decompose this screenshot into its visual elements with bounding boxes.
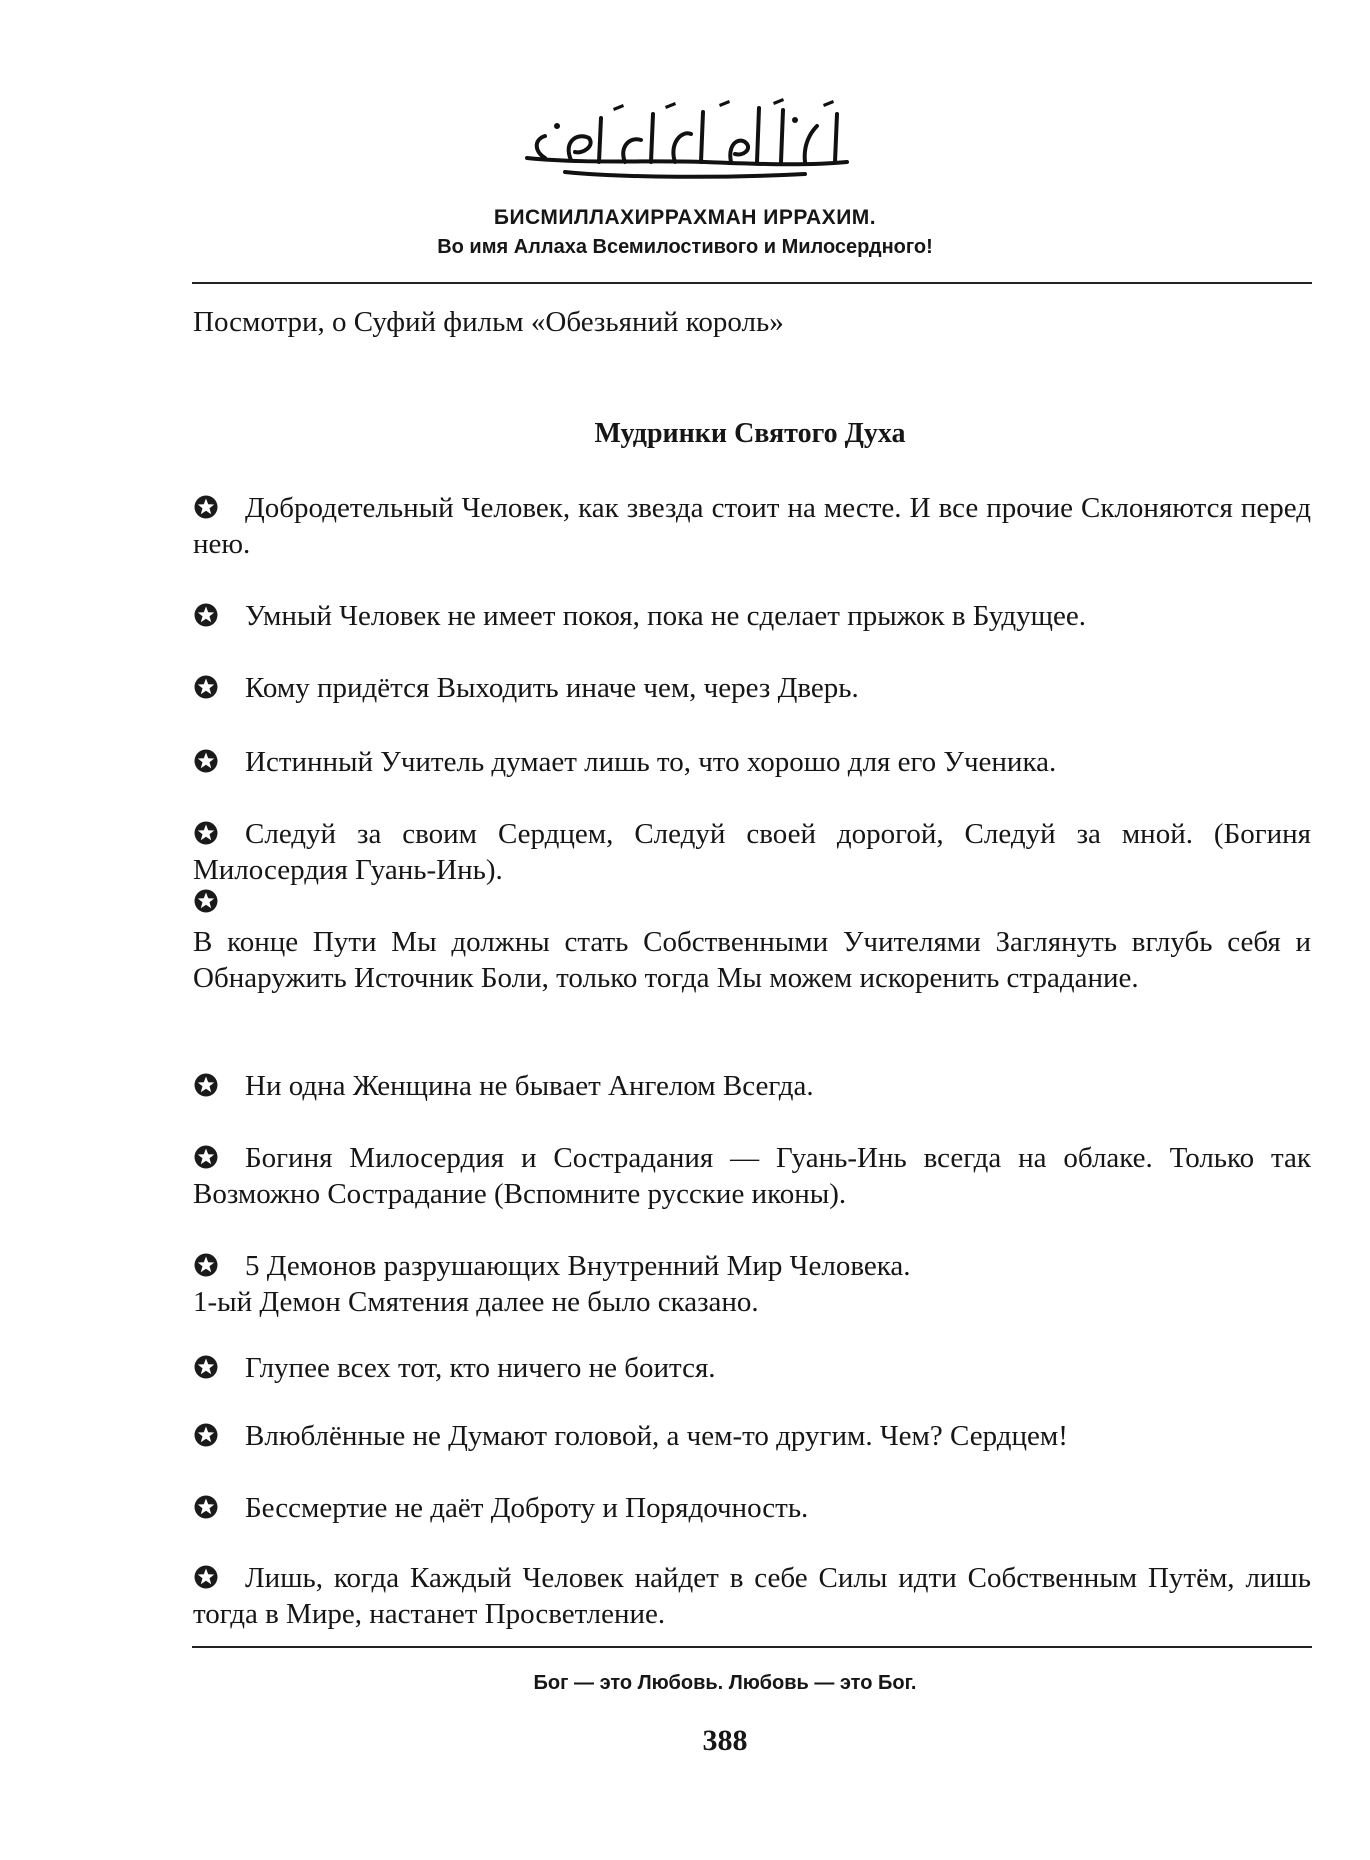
star-bullet-icon xyxy=(193,1144,219,1170)
header-subtitle: Во имя Аллаха Всемилостивого и Милосердного! xyxy=(437,236,933,258)
item-text-continued: 1-ый Демон Смятения далее не было сказано. xyxy=(193,1286,759,1318)
intro-line: Посмотри, о Суфий фильм «Обезьяний король» xyxy=(193,306,784,338)
star-bullet-icon xyxy=(193,1252,219,1278)
item-text: Глупее всех тот, кто ничего не боится. xyxy=(245,1352,716,1384)
list-item xyxy=(193,816,1311,888)
item-text: Влюблённые не Думают головой, а чем-то другим. Чем? Сердцем! xyxy=(245,1420,1068,1452)
star-bullet-icon xyxy=(193,888,219,914)
list-item xyxy=(193,1248,1311,1320)
header-divider xyxy=(192,282,1312,284)
bismillah-calligraphy-icon xyxy=(0,92,1370,184)
list-item xyxy=(193,1068,1311,1104)
star-bullet-icon xyxy=(193,1564,219,1590)
star-bullet-icon xyxy=(193,602,219,628)
list-item xyxy=(193,1350,1311,1386)
star-bullet-icon xyxy=(193,1072,219,1098)
star-bullet-icon xyxy=(193,1354,219,1380)
star-bullet-icon xyxy=(193,1494,219,1520)
list-item xyxy=(193,924,1311,996)
section-title: Мудринки Святого Духа xyxy=(594,418,906,449)
star-bullet-icon xyxy=(193,674,219,700)
item-text: Истинный Учитель думает лишь то, что хорошо для его Ученика. xyxy=(245,746,1057,778)
star-bullet-icon xyxy=(193,1422,219,1448)
page-number: 388 xyxy=(702,1724,748,1757)
list-item xyxy=(193,1490,1311,1526)
item-text: Богиня Милосердия и Сострадания — Гуань-Инь всегда на облаке. Только так Возможно Сострадание (Вспомните русские иконы). xyxy=(193,1142,1311,1210)
header-title: БИСМИЛЛАХИРРАХМАН ИРРАХИМ. xyxy=(493,206,877,229)
list-item xyxy=(193,670,1311,706)
list-item xyxy=(193,490,1311,562)
list-item xyxy=(193,1418,1311,1454)
list-item xyxy=(193,744,1311,780)
footer-motto: Бог — это Любовь. Любовь — это Бог. xyxy=(533,1672,917,1694)
item-text: Кому придётся Выходить иначе чем, через Дверь. xyxy=(245,672,859,704)
item-text: В конце Пути Мы должны стать Собственными Учителями Заглянуть вглубь себя и Обнаружить Источник Боли, только тогда Мы можем искоренить страдание. xyxy=(193,926,1311,994)
item-text: 5 Демонов разрушающих Внутренний Мир Человека. xyxy=(245,1250,911,1282)
item-text: Лишь, когда Каждый Человек найдет в себе Силы идти Собственным Путём, лишь тогда в Мире, настанет Просветление. xyxy=(193,1562,1311,1630)
item-text: Ни одна Женщина не бывает Ангелом Всегда. xyxy=(245,1070,814,1102)
star-bullet-icon xyxy=(193,820,219,846)
star-bullet-icon xyxy=(193,748,219,774)
list-item xyxy=(193,1560,1311,1632)
item-text: Добродетельный Человек, как звезда стоит на месте. И все прочие Склоняются перед нею. xyxy=(193,492,1311,560)
item-text: Следуй за своим Сердцем, Следуй своей дорогой, Следуй за мной. (Богиня Милосердия Гуань-Инь). xyxy=(193,818,1311,886)
list-item xyxy=(193,598,1311,634)
list-item xyxy=(193,1140,1311,1212)
footer-divider xyxy=(192,1646,1312,1648)
item-text: Бессмертие не даёт Доброту и Порядочность. xyxy=(245,1492,809,1524)
star-bullet-icon xyxy=(193,494,219,520)
item-text: Умный Человек не имеет покоя, пока не сделает прыжок в Будущее. xyxy=(245,600,1086,632)
